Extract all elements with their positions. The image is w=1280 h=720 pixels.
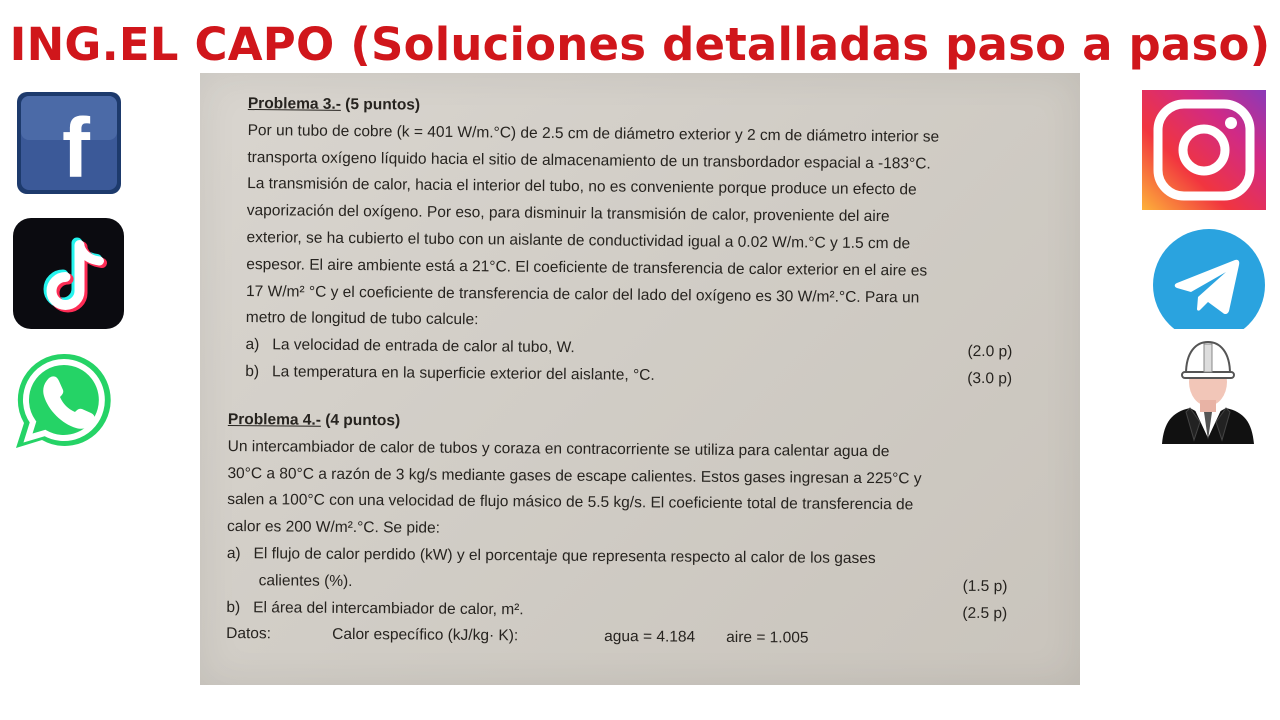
problem-4-item-a-cont: calientes (%). (1.5 p) (227, 568, 921, 600)
whatsapp-icon[interactable] (12, 348, 116, 452)
problem-4-item-a: a) El flujo de calor perdido (kW) y el porcentaje que representa respecto al calor de los gases (226, 544, 876, 568)
problem-3-line: Por un tubo de cobre (k = 401 W/m.°C) de 2.5 cm de diámetro exterior y 2 cm de diámetro interior se (247, 121, 940, 146)
problem-3-line: La transmisión de calor, hacia el interior del tubo, no es conveniente porque produce un efecto de (247, 175, 917, 199)
problem-3-line: espesor. El aire ambiente está a 21°C. El coeficiente de transferencia de calor exterior en el aire es (246, 255, 928, 280)
facebook-icon[interactable] (16, 91, 122, 195)
problem-3-line: metro de longitud de tubo calcule: (245, 309, 479, 329)
problem-4-line: Un intercambiador de calor de tubos y coraza en contracorriente se utiliza para calentar agua de (227, 437, 890, 460)
problem-3-line: exterior, se ha cubierto el tubo con un aislante de conductividad igual a 0.02 W/m.°C y 1.5 cm de (246, 228, 911, 253)
problem-4 (226, 407, 1008, 654)
problem-3 (245, 91, 1013, 392)
problem-4-line: calor es 200 W/m².°C. Se pide: (226, 518, 441, 537)
points-label: (2.0 p) (967, 343, 1013, 361)
points-label: (3.0 p) (967, 369, 1013, 388)
points-label: (1.5 p) (962, 577, 1008, 595)
page-title: ING.EL CAPO (Soluciones detalladas paso a paso) (9, 18, 1271, 71)
problem-3-heading: Problema 3.- (5 puntos) (247, 94, 421, 114)
facebook-letter: f (62, 101, 90, 195)
problem-3-line: vaporización del oxígeno. Por eso, para disminuir la transmisión de calor, proveniente del aire (246, 202, 890, 226)
engineer-avatar (1160, 340, 1256, 445)
exam-sheet (200, 73, 1080, 685)
problem-4-datos: Datos: Calor específico (kJ/kg· K): agua = 4.184 aire = 1.005 (226, 625, 809, 647)
instagram-icon[interactable] (1142, 90, 1266, 210)
problem-4-line: 30°C a 80°C a razón de 3 kg/s mediante gases de escape calientes. Estos gases ingresan a 225°C y (227, 464, 922, 488)
problem-3-line: 17 W/m² °C y el coeficiente de transferencia de calor del lado del oxígeno es 30 W/m².°C. Para un (245, 282, 920, 307)
problem-4-heading: Problema 4.- (4 puntos) (227, 410, 401, 430)
problem-3-item-a: a) La velocidad de entrada de calor al tubo, W. (2.0 p) (245, 332, 937, 365)
telegram-icon[interactable] (1153, 229, 1265, 329)
problem-4-line: salen a 100°C con una velocidad de flujo másico de 5.5 kg/s. El coeficiente total de transferencia de (227, 491, 914, 514)
problem-4-item-b: b) El área del intercambiador de calor, m². (2.5 p) (226, 595, 920, 627)
problem-3-line: transporta oxígeno líquido hacia el sitio de almacenamiento de un transbordador espacial a -183°C. (247, 148, 931, 173)
points-label: (2.5 p) (962, 604, 1008, 622)
problem-3-item-b: b) La temperatura en la superficie exterior del aislante, °C. (3.0 p) (245, 359, 937, 392)
tiktok-icon[interactable] (13, 218, 124, 329)
